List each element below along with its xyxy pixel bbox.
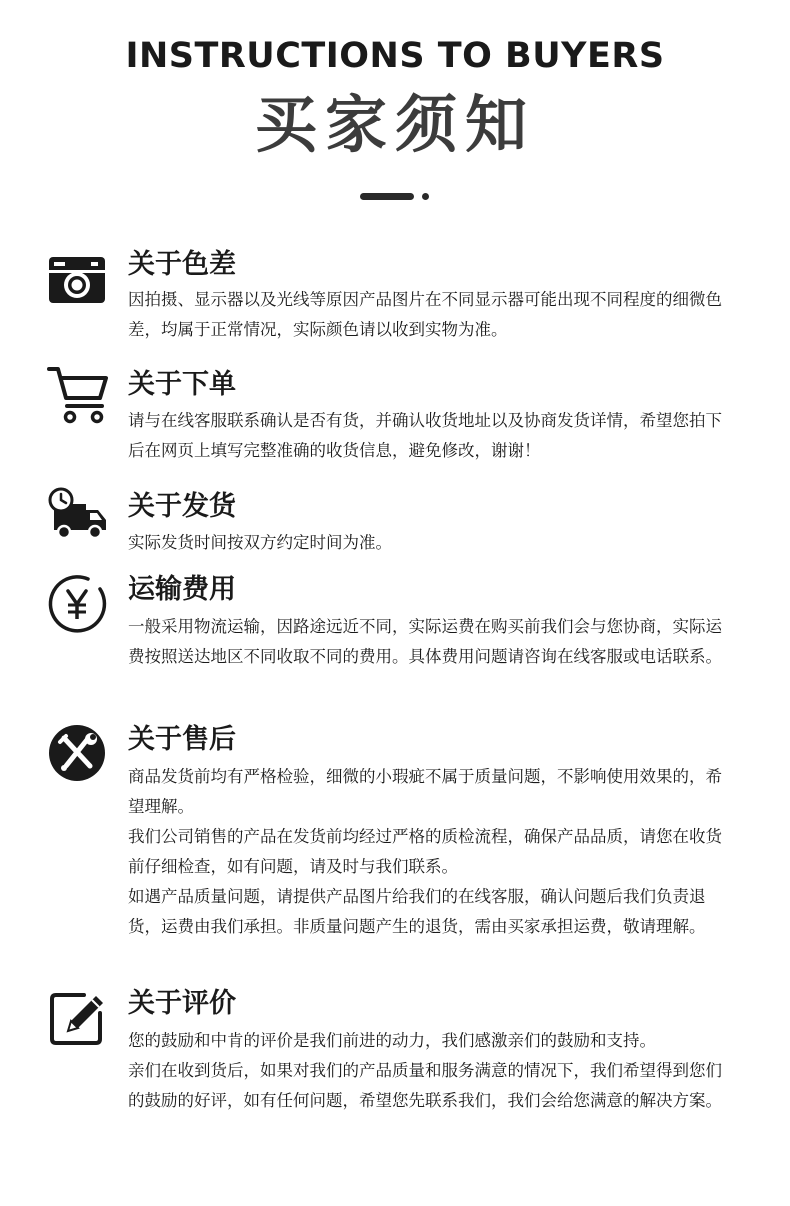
title-english: INSTRUCTIONS TO BUYERS <box>125 36 665 76</box>
section-paragraph: 实际发货时间按双方约定时间为准。 <box>128 533 392 552</box>
section-body <box>128 406 738 466</box>
section-body <box>128 762 738 942</box>
section-body <box>128 1026 738 1116</box>
section-paragraph: 如遇产品质量问题，请提供产品图片给我们的在线客服，确认问题后我们负责退货，运费由我们承担。非质量问题产生的退货，需由买家承担运费，敬请理解。 <box>128 887 706 936</box>
section-paragraph: 请与在线客服联系确认是否有货，并确认收货地址以及协商发货详情，希望您拍下后在网页上填写完整准确的收货信息，避免修改，谢谢！ <box>128 411 722 460</box>
page-header <box>0 34 790 164</box>
edit-pencil-icon <box>46 987 108 1049</box>
title-chinese: 买家须知 <box>254 88 535 161</box>
section-paragraph: 一般采用物流运输，因路途远近不同，实际运费在购买前我们会与您协商，实际运费按照送达地区不同收取不同的费用。具体费用问题请咨询在线客服或电话联系。 <box>128 617 722 666</box>
section-title: 关于评价 <box>128 988 236 1019</box>
section-title: 运输费用 <box>128 574 236 605</box>
section-title: 关于发货 <box>128 491 236 522</box>
section-body <box>128 528 738 558</box>
section-title: 关于售后 <box>128 724 236 755</box>
shopping-cart-icon <box>46 362 108 424</box>
yen-circle-icon <box>46 573 108 635</box>
section-paragraph: 您的鼓励和中肯的评价是我们前进的动力，我们感激亲们的鼓励和支持。 <box>128 1031 656 1050</box>
camera-icon <box>46 250 108 312</box>
section-paragraph: 我们公司销售的产品在发货前均经过严格的质检流程，确保产品品质，请您在收货前仔细检查，如有问题，请及时与我们联系。 <box>128 827 722 876</box>
section-title: 关于下单 <box>128 369 236 400</box>
tools-icon <box>46 722 108 784</box>
section-title: 关于色差 <box>128 249 236 280</box>
section-paragraph: 亲们在收到货后，如果对我们的产品质量和服务满意的情况下，我们希望得到您们的鼓励的好评，如有任何问题，希望您先联系我们，我们会给您满意的解决方案。 <box>128 1061 722 1110</box>
section-body <box>128 612 738 672</box>
section-body <box>128 285 738 345</box>
section-paragraph: 商品发货前均有严格检验，细微的小瑕疵不属于质量问题，不影响使用效果的，希望理解。 <box>128 767 722 816</box>
section-paragraph: 因拍摄、显示器以及光线等原因产品图片在不同显示器可能出现不同程度的细微色差，均属于正常情况，实际颜色请以收到实物为准。 <box>128 290 722 339</box>
header-divider <box>360 193 432 201</box>
delivery-truck-icon <box>46 486 108 548</box>
